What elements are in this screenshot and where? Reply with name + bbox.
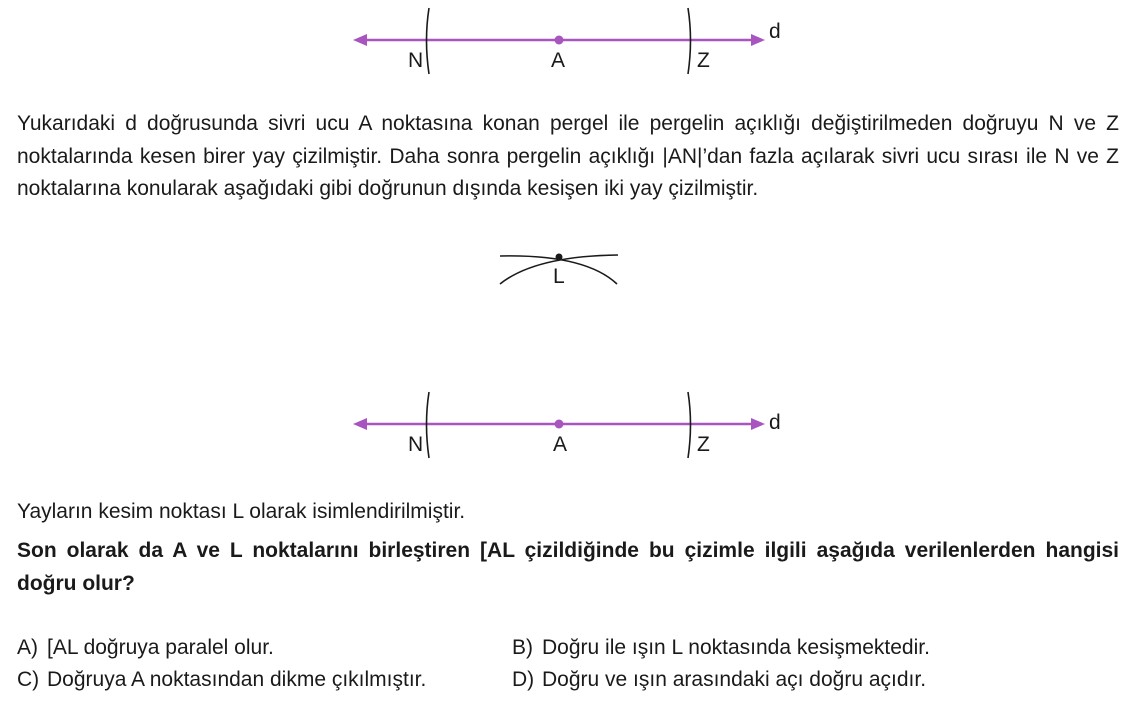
label-d: d xyxy=(769,411,781,434)
option-b-letter: B) xyxy=(512,636,533,659)
right-arrowhead xyxy=(751,34,765,46)
bottom-line-diagram xyxy=(0,384,1133,464)
arcs-diagram xyxy=(0,240,1133,290)
description-paragraph: Yukarıdaki d doğrusunda sivri ucu A noktasına konan pergel ile pergelin açıklığı değiştirilmeden doğruyu N ve Z noktalarında kesen birer yay çizilmiştir. Daha sonra pergelin açıklığı |AN|’dan fazla açılarak sivri ucu sırası ile N ve Z noktalarına konularak aşağıdaki gibi doğrunun dışında kesişen iki yay çizilmiştir. xyxy=(17,112,1119,200)
top-line-diagram xyxy=(0,0,1133,80)
top-line-figure xyxy=(0,0,1133,80)
option-d[interactable] xyxy=(512,668,926,692)
point-a xyxy=(555,36,564,45)
label-n: N xyxy=(408,49,424,72)
question-text: Son olarak da A ve L noktalarını birleştiren [AL çizildiğinde bu çizimle ilgili aşağıda verilenlerden hangisi doğru olur? xyxy=(17,539,1119,595)
left-arrowhead xyxy=(353,34,367,46)
right-arrowhead xyxy=(751,418,765,430)
label-l: L xyxy=(553,265,565,288)
label-d: d xyxy=(769,20,781,43)
option-d-text: Doğru ve ışın arasındaki açı doğru açıdır. xyxy=(542,668,927,691)
option-c-text: Doğruya A noktasından dikme çıkılmıştır. xyxy=(47,668,427,691)
option-a-text: [AL doğruya paralel olur. xyxy=(47,636,274,659)
label-a: A xyxy=(551,49,566,72)
option-d-letter: D) xyxy=(512,668,535,691)
arcs-figure xyxy=(0,240,1133,290)
option-b-text: Doğru ile ışın L noktasında kesişmektedir. xyxy=(542,636,930,659)
label-z: Z xyxy=(697,49,710,72)
point-a xyxy=(555,420,564,429)
option-c-letter: C) xyxy=(17,668,40,691)
option-c[interactable] xyxy=(17,668,426,692)
option-a[interactable] xyxy=(17,636,274,660)
left-arrowhead xyxy=(353,418,367,430)
point-l xyxy=(556,254,563,261)
option-a-letter: A) xyxy=(17,636,38,659)
statement-text: Yayların kesim noktası L olarak isimlendirilmiştir. xyxy=(17,500,466,523)
label-z: Z xyxy=(697,433,710,456)
option-b[interactable] xyxy=(512,636,930,660)
label-a: A xyxy=(553,433,568,456)
bottom-line-figure xyxy=(0,384,1133,464)
label-n: N xyxy=(408,433,424,456)
